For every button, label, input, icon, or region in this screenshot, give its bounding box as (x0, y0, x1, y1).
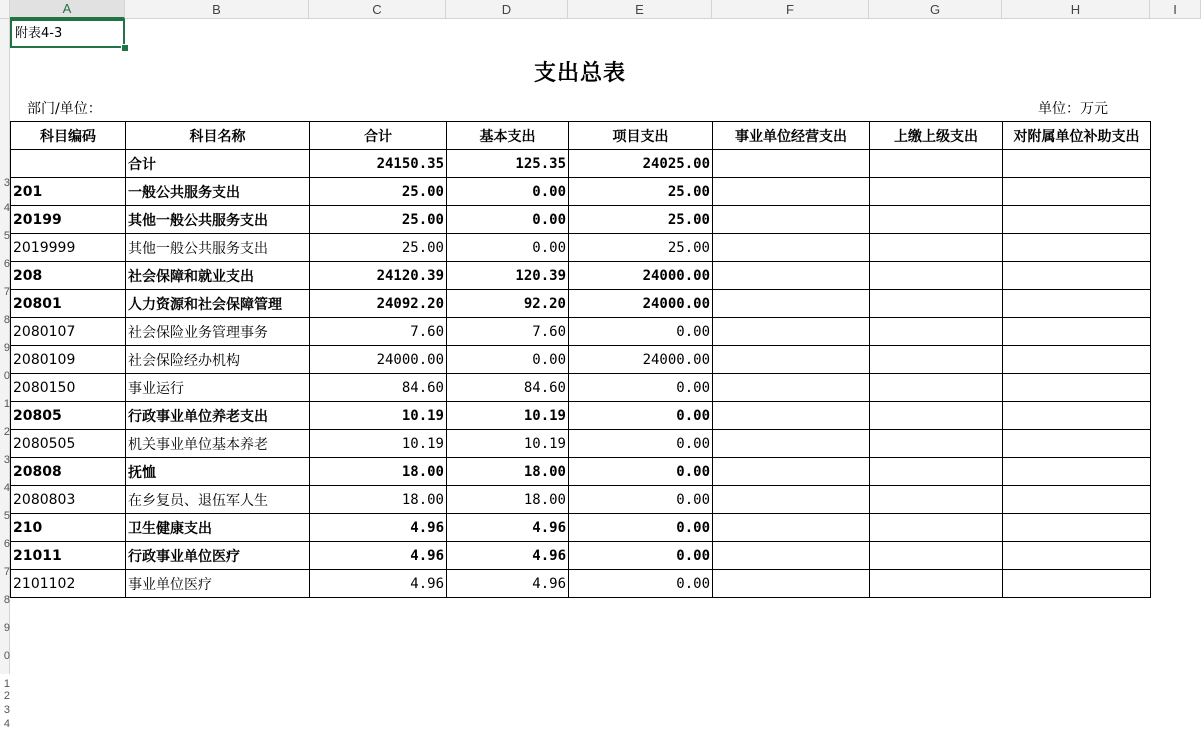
sheet-title: 支出总表 (533, 60, 626, 86)
column-header-d[interactable]: D (446, 0, 568, 19)
total-cell[interactable]: 10.19 (310, 402, 447, 430)
header-cell: 基本支出 (447, 122, 569, 150)
subsidiary-subsidy-cell[interactable] (1003, 290, 1151, 318)
total-cell[interactable]: 25.00 (310, 206, 447, 234)
table-header-row (11, 122, 1151, 150)
total-cell[interactable]: 7.60 (310, 318, 447, 346)
fill-handle[interactable] (121, 44, 129, 52)
row-number[interactable]: 2 (3, 690, 10, 702)
table-row (11, 458, 1151, 486)
row-number[interactable]: 9 (3, 342, 10, 354)
subject-code-cell[interactable]: 2101102 (11, 570, 126, 598)
subject-name-cell[interactable]: 事业单位医疗 (126, 570, 310, 598)
table-row (11, 486, 1151, 514)
operating-expense-cell[interactable] (713, 178, 870, 206)
subject-name-cell[interactable]: 抚恤 (126, 458, 310, 486)
basic-expense-cell[interactable]: 120.39 (447, 262, 569, 290)
subsidiary-subsidy-cell[interactable] (1003, 430, 1151, 458)
project-expense-cell[interactable]: 0.00 (569, 318, 713, 346)
remit-superior-cell[interactable] (870, 290, 1003, 318)
table-row (11, 570, 1151, 598)
table-row (11, 374, 1151, 402)
row-number[interactable]: 0 (3, 370, 10, 382)
column-header-e[interactable]: E (568, 0, 712, 19)
remit-superior-cell[interactable] (870, 570, 1003, 598)
row-number[interactable]: 4 (3, 482, 10, 494)
operating-expense-cell[interactable] (713, 486, 870, 514)
subject-name-cell[interactable]: 人力资源和社会保障管理 (126, 290, 310, 318)
selected-cell-a2[interactable]: 附表4-3 (10, 19, 125, 48)
table-row (11, 346, 1151, 374)
project-expense-cell[interactable]: 25.00 (569, 234, 713, 262)
remit-superior-cell[interactable] (870, 206, 1003, 234)
subject-code-cell[interactable]: 210 (11, 514, 126, 542)
subsidiary-subsidy-cell[interactable] (1003, 514, 1151, 542)
subsidiary-subsidy-cell[interactable] (1003, 234, 1151, 262)
total-cell[interactable]: 84.60 (310, 374, 447, 402)
subsidiary-subsidy-cell[interactable] (1003, 542, 1151, 570)
column-header-h[interactable]: H (1002, 0, 1150, 19)
column-header-c[interactable]: C (309, 0, 446, 19)
subject-code-cell[interactable]: 2080505 (11, 430, 126, 458)
subject-name-cell[interactable]: 社会保险业务管理事务 (126, 318, 310, 346)
row-number[interactable]: 7 (3, 286, 10, 298)
subject-code-cell[interactable] (11, 150, 126, 178)
operating-expense-cell[interactable] (713, 542, 870, 570)
basic-expense-cell[interactable]: 0.00 (447, 178, 569, 206)
subject-code-cell[interactable]: 21011 (11, 542, 126, 570)
operating-expense-cell[interactable] (713, 234, 870, 262)
column-header-g[interactable]: G (869, 0, 1002, 19)
column-header-f[interactable]: F (712, 0, 869, 19)
operating-expense-cell[interactable] (713, 290, 870, 318)
total-cell[interactable]: 4.96 (310, 514, 447, 542)
remit-superior-cell[interactable] (870, 318, 1003, 346)
project-expense-cell[interactable]: 0.00 (569, 458, 713, 486)
column-header-b[interactable]: B (125, 0, 309, 19)
row-number[interactable]: 9 (3, 622, 10, 634)
row-number[interactable]: 5 (3, 510, 10, 522)
table-row (11, 262, 1151, 290)
project-expense-cell[interactable]: 24000.00 (569, 346, 713, 374)
header-cell: 对附属单位补助支出 (1003, 122, 1151, 150)
subject-name-cell[interactable]: 一般公共服务支出 (126, 178, 310, 206)
total-cell[interactable]: 25.00 (310, 178, 447, 206)
operating-expense-cell[interactable] (713, 458, 870, 486)
unit-label: 单位：万元 (1038, 101, 1108, 117)
table-row (11, 206, 1151, 234)
subject-code-cell[interactable]: 20801 (11, 290, 126, 318)
project-expense-cell[interactable]: 24000.00 (569, 290, 713, 318)
subject-name-cell[interactable]: 其他一般公共服务支出 (126, 206, 310, 234)
remit-superior-cell[interactable] (870, 514, 1003, 542)
project-expense-cell[interactable]: 24000.00 (569, 262, 713, 290)
subject-code-cell[interactable]: 2080150 (11, 374, 126, 402)
header-cell: 项目支出 (569, 122, 713, 150)
row-number[interactable]: 6 (3, 538, 10, 550)
column-header-i[interactable]: I (1150, 0, 1201, 19)
project-expense-cell[interactable]: 0.00 (569, 486, 713, 514)
subsidiary-subsidy-cell[interactable] (1003, 206, 1151, 234)
subsidiary-subsidy-cell[interactable] (1003, 178, 1151, 206)
remit-superior-cell[interactable] (870, 234, 1003, 262)
table-row (11, 318, 1151, 346)
subject-name-cell[interactable]: 行政事业单位养老支出 (126, 402, 310, 430)
operating-expense-cell[interactable] (713, 374, 870, 402)
select-all-corner[interactable] (0, 0, 10, 19)
remit-superior-cell[interactable] (870, 458, 1003, 486)
header-cell: 事业单位经营支出 (713, 122, 870, 150)
operating-expense-cell[interactable] (713, 318, 870, 346)
table-row (11, 234, 1151, 262)
subsidiary-subsidy-cell[interactable] (1003, 374, 1151, 402)
subject-name-cell[interactable]: 其他一般公共服务支出 (126, 234, 310, 262)
subject-code-cell[interactable]: 20805 (11, 402, 126, 430)
subsidiary-subsidy-cell[interactable] (1003, 570, 1151, 598)
subsidiary-subsidy-cell[interactable] (1003, 318, 1151, 346)
table-row (11, 290, 1151, 318)
total-cell[interactable]: 4.96 (310, 570, 447, 598)
department-label: 部门/单位： (27, 101, 102, 117)
row-number[interactable]: 6 (3, 258, 10, 270)
total-cell[interactable]: 24150.35 (310, 150, 447, 178)
subject-code-cell[interactable]: 20808 (11, 458, 126, 486)
subject-name-cell[interactable]: 行政事业单位医疗 (126, 542, 310, 570)
basic-expense-cell[interactable]: 0.00 (447, 346, 569, 374)
table-row (11, 178, 1151, 206)
total-cell[interactable]: 10.19 (310, 430, 447, 458)
subject-code-cell[interactable]: 2019999 (11, 234, 126, 262)
project-expense-cell[interactable]: 0.00 (569, 514, 713, 542)
basic-expense-cell[interactable]: 125.35 (447, 150, 569, 178)
total-cell[interactable]: 18.00 (310, 458, 447, 486)
subject-code-cell[interactable]: 2080107 (11, 318, 126, 346)
row-number[interactable]: 3 (3, 704, 10, 716)
operating-expense-cell[interactable] (713, 570, 870, 598)
row-number[interactable]: 8 (3, 594, 10, 606)
project-expense-cell[interactable]: 0.00 (569, 402, 713, 430)
basic-expense-cell[interactable]: 18.00 (447, 486, 569, 514)
total-cell[interactable]: 25.00 (310, 234, 447, 262)
row-number[interactable]: 5 (3, 230, 10, 242)
operating-expense-cell[interactable] (713, 346, 870, 374)
row-number[interactable]: 1 (3, 398, 10, 410)
subsidiary-subsidy-cell[interactable] (1003, 346, 1151, 374)
basic-expense-cell[interactable]: 0.00 (447, 206, 569, 234)
remit-superior-cell[interactable] (870, 150, 1003, 178)
table-row (11, 542, 1151, 570)
project-expense-cell[interactable]: 0.00 (569, 570, 713, 598)
basic-expense-cell[interactable]: 4.96 (447, 570, 569, 598)
subsidiary-subsidy-cell[interactable] (1003, 486, 1151, 514)
operating-expense-cell[interactable] (713, 514, 870, 542)
header-cell: 科目编码 (11, 122, 126, 150)
remit-superior-cell[interactable] (870, 542, 1003, 570)
total-cell[interactable]: 24092.20 (310, 290, 447, 318)
subject-name-cell[interactable]: 社会保险经办机构 (126, 346, 310, 374)
subject-name-cell[interactable]: 社会保障和就业支出 (126, 262, 310, 290)
total-cell[interactable]: 18.00 (310, 486, 447, 514)
basic-expense-cell[interactable]: 10.19 (447, 402, 569, 430)
header-cell: 科目名称 (126, 122, 310, 150)
subject-name-cell[interactable]: 合计 (126, 150, 310, 178)
basic-expense-cell[interactable]: 4.96 (447, 514, 569, 542)
basic-expense-cell[interactable]: 84.60 (447, 374, 569, 402)
header-cell: 上缴上级支出 (870, 122, 1003, 150)
subsidiary-subsidy-cell[interactable] (1003, 150, 1151, 178)
table-row (11, 514, 1151, 542)
row-number[interactable]: 3 (3, 177, 10, 189)
subject-code-cell[interactable]: 20199 (11, 206, 126, 234)
basic-expense-cell[interactable]: 4.96 (447, 542, 569, 570)
row-number[interactable]: 1 (3, 678, 10, 690)
subject-code-cell[interactable]: 201 (11, 178, 126, 206)
table-row (11, 402, 1151, 430)
row-number[interactable]: 2 (3, 426, 10, 438)
remit-superior-cell[interactable] (870, 374, 1003, 402)
operating-expense-cell[interactable] (713, 402, 870, 430)
operating-expense-cell[interactable] (713, 430, 870, 458)
total-cell[interactable]: 24000.00 (310, 346, 447, 374)
subsidiary-subsidy-cell[interactable] (1003, 402, 1151, 430)
remit-superior-cell[interactable] (870, 402, 1003, 430)
project-expense-cell[interactable]: 25.00 (569, 206, 713, 234)
basic-expense-cell[interactable]: 10.19 (447, 430, 569, 458)
row-header-gutter[interactable] (0, 19, 10, 730)
project-expense-cell[interactable]: 0.00 (569, 374, 713, 402)
remit-superior-cell[interactable] (870, 262, 1003, 290)
subject-name-cell[interactable]: 机关事业单位基本养老 (126, 430, 310, 458)
subject-name-cell[interactable]: 卫生健康支出 (126, 514, 310, 542)
row-number[interactable]: 3 (3, 454, 10, 466)
subsidiary-subsidy-cell[interactable] (1003, 262, 1151, 290)
remit-superior-cell[interactable] (870, 430, 1003, 458)
operating-expense-cell[interactable] (713, 150, 870, 178)
remit-superior-cell[interactable] (870, 178, 1003, 206)
table-row (11, 430, 1151, 458)
basic-expense-cell[interactable]: 0.00 (447, 234, 569, 262)
header-cell: 合计 (310, 122, 447, 150)
row-number[interactable]: 7 (3, 566, 10, 578)
remit-superior-cell[interactable] (870, 346, 1003, 374)
basic-expense-cell[interactable]: 7.60 (447, 318, 569, 346)
row-number[interactable]: 8 (3, 314, 10, 326)
row-number[interactable]: 4 (3, 718, 10, 730)
column-header-a[interactable]: A (10, 0, 125, 19)
row-number[interactable]: 4 (3, 202, 10, 214)
total-cell[interactable]: 24120.39 (310, 262, 447, 290)
project-expense-cell[interactable]: 0.00 (569, 430, 713, 458)
project-expense-cell[interactable]: 24025.00 (569, 150, 713, 178)
operating-expense-cell[interactable] (713, 262, 870, 290)
subject-name-cell[interactable]: 在乡复员、退伍军人生 (126, 486, 310, 514)
basic-expense-cell[interactable]: 18.00 (447, 458, 569, 486)
subject-code-cell[interactable]: 208 (11, 262, 126, 290)
project-expense-cell[interactable]: 0.00 (569, 542, 713, 570)
project-expense-cell[interactable]: 25.00 (569, 178, 713, 206)
row-number[interactable]: 0 (3, 650, 10, 662)
subject-code-cell[interactable]: 2080803 (11, 486, 126, 514)
subsidiary-subsidy-cell[interactable] (1003, 458, 1151, 486)
operating-expense-cell[interactable] (713, 206, 870, 234)
table-row (11, 150, 1151, 178)
expenditure-table (10, 121, 1151, 598)
subject-code-cell[interactable]: 2080109 (11, 346, 126, 374)
total-cell[interactable]: 4.96 (310, 542, 447, 570)
basic-expense-cell[interactable]: 92.20 (447, 290, 569, 318)
remit-superior-cell[interactable] (870, 486, 1003, 514)
subject-name-cell[interactable]: 事业运行 (126, 374, 310, 402)
